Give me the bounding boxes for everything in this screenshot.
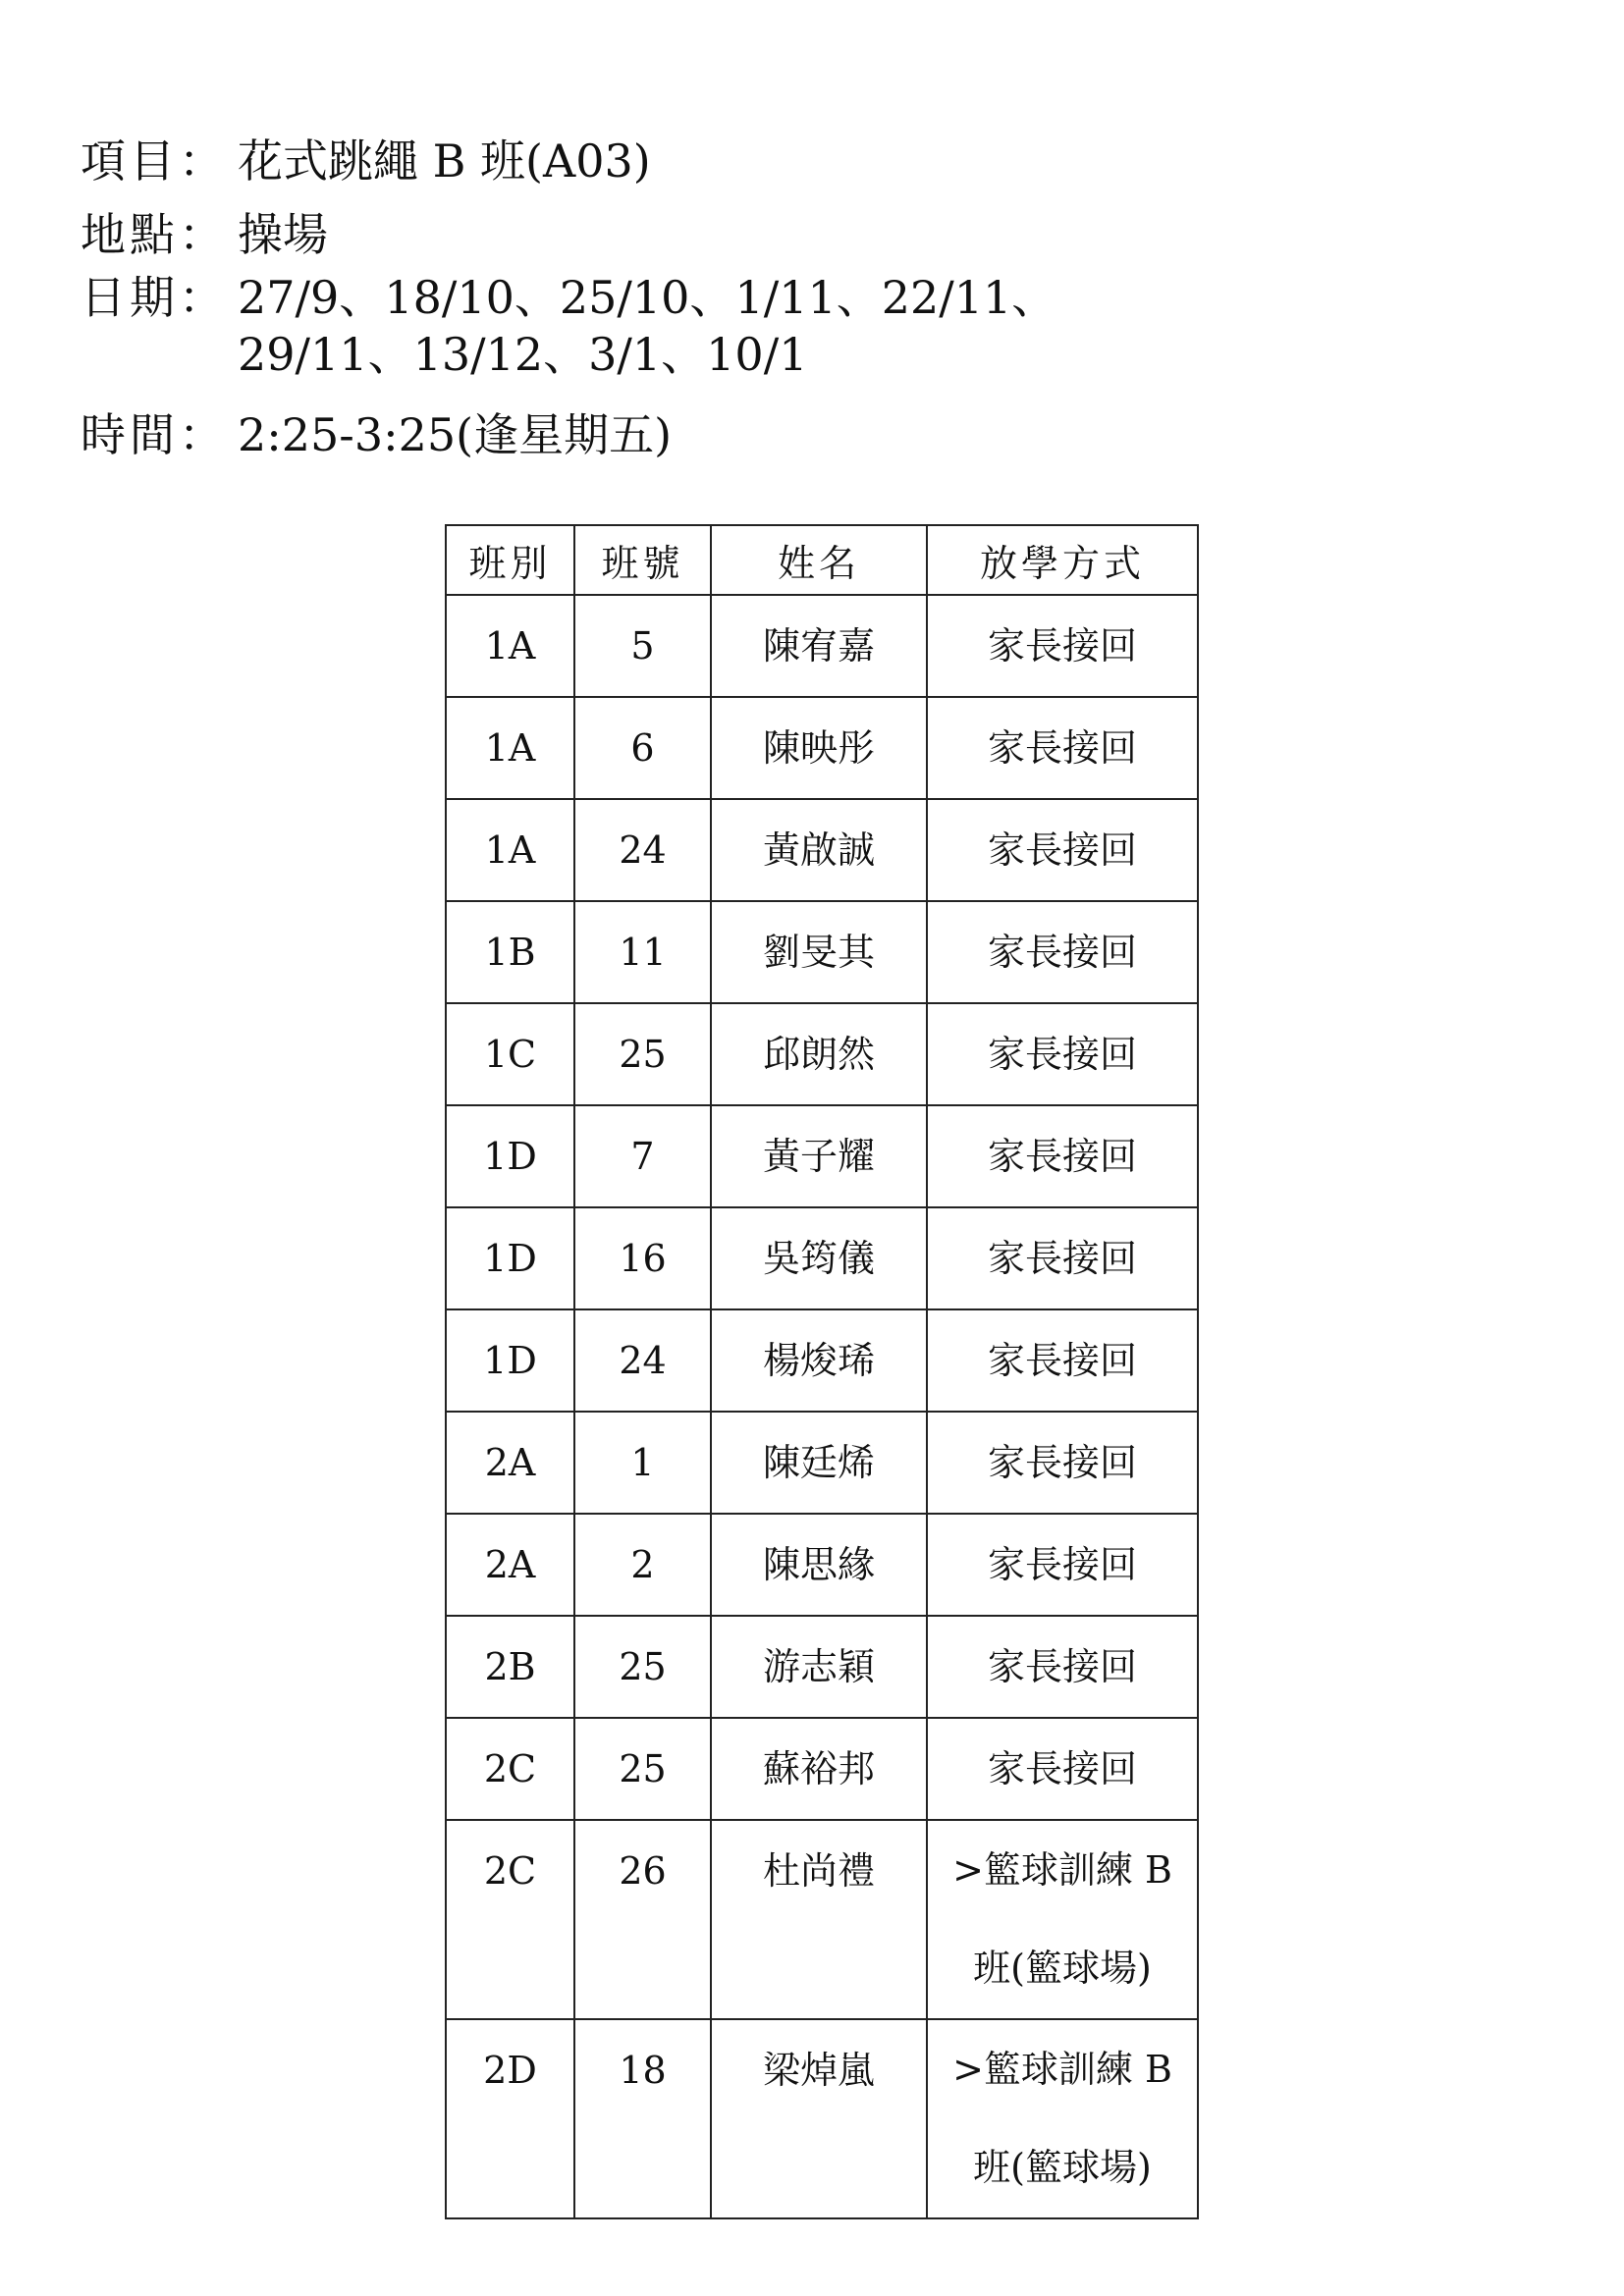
cell-dismissal-method: 家長接回 [927, 1207, 1198, 1309]
table-row [446, 1718, 1198, 1820]
table-row [446, 595, 1198, 697]
header-name: 姓名 [711, 525, 927, 595]
cell-dismissal-method: 家長接回 [927, 697, 1198, 799]
cell-class-number: 24 [574, 1309, 711, 1412]
cell-class: 1B [446, 901, 574, 1003]
cell-class-number: 25 [574, 1718, 711, 1820]
date-label: 日期： [81, 271, 228, 324]
cell-dismissal-method: 家長接回 [927, 1514, 1198, 1616]
cell-class: 2A [446, 1514, 574, 1616]
cell-class: 1A [446, 799, 574, 901]
cell-class: 2B [446, 1616, 574, 1718]
item-label: 項目： [81, 134, 228, 187]
cell-class: 1A [446, 595, 574, 697]
header-class: 班別 [446, 525, 574, 595]
table-row [446, 1412, 1198, 1514]
table-row [446, 799, 1198, 901]
date-line [81, 269, 1056, 383]
table-row [446, 1514, 1198, 1616]
time-label: 時間： [81, 408, 228, 461]
cell-name: 杜尚禮 [711, 1820, 927, 2019]
dismissal-method-text [928, 2020, 1197, 2216]
venue-value: 操場 [238, 208, 328, 261]
cell-dismissal-method: 家長接回 [927, 595, 1198, 697]
venue-line [81, 206, 1056, 263]
cell-name: 邱朗然 [711, 1003, 927, 1105]
cell-class: 2C [446, 1820, 574, 2019]
cell-class-number: 11 [574, 901, 711, 1003]
cell-class-number: 26 [574, 1820, 711, 2019]
cell-class: 1D [446, 1309, 574, 1412]
cell-dismissal-method: 家長接回 [927, 1105, 1198, 1207]
cell-class-number: 16 [574, 1207, 711, 1309]
cell-dismissal-method: 家長接回 [927, 1309, 1198, 1412]
cell-name: 陳思緣 [711, 1514, 927, 1616]
cell-class-number: 6 [574, 697, 711, 799]
cell-class: 2A [446, 1412, 574, 1514]
table-row [446, 1820, 1198, 2019]
cell-dismissal-method: 家長接回 [927, 1003, 1198, 1105]
cell-name: 游志穎 [711, 1616, 927, 1718]
table-row [446, 1105, 1198, 1207]
date-value-line-1: 27/9、18/10、25/10、1/11、22/11、 [238, 271, 1057, 324]
cell-name: 陳宥嘉 [711, 595, 927, 697]
cell-class: 2D [446, 2019, 574, 2218]
cell-class-number: 24 [574, 799, 711, 901]
cell-name: 楊焌琋 [711, 1309, 927, 1412]
cell-class: 1A [446, 697, 574, 799]
dismissal-method-line-1: >籃球訓練 B [952, 1848, 1172, 1892]
cell-class-number: 1 [574, 1412, 711, 1514]
dismissal-method-line-2: 班(籃球場) [973, 1947, 1152, 1990]
cell-dismissal-method: 家長接回 [927, 1616, 1198, 1718]
cell-class-number: 25 [574, 1616, 711, 1718]
header-class-number: 班號 [574, 525, 711, 595]
cell-dismissal-method [927, 2019, 1198, 2218]
date-value [238, 269, 1056, 383]
cell-class: 1C [446, 1003, 574, 1105]
cell-class-number: 25 [574, 1003, 711, 1105]
cell-name: 黃啟誠 [711, 799, 927, 901]
dismissal-method-line-2: 班(籃球場) [973, 2146, 1152, 2189]
venue-label: 地點： [81, 208, 228, 261]
time-line [81, 406, 1056, 463]
table-row [446, 1616, 1198, 1718]
cell-class-number: 2 [574, 1514, 711, 1616]
cell-name: 黃子耀 [711, 1105, 927, 1207]
item-line [81, 133, 1056, 189]
student-roster-table [445, 524, 1199, 2219]
table-row [446, 901, 1198, 1003]
cell-dismissal-method: 家長接回 [927, 1718, 1198, 1820]
cell-dismissal-method: 家長接回 [927, 1412, 1198, 1514]
table-row [446, 2019, 1198, 2218]
cell-class-number: 18 [574, 2019, 711, 2218]
cell-class: 1D [446, 1105, 574, 1207]
cell-class-number: 7 [574, 1105, 711, 1207]
dismissal-method-line-1: >籃球訓練 B [952, 2048, 1172, 2091]
cell-name: 蘇裕邦 [711, 1718, 927, 1820]
cell-dismissal-method: 家長接回 [927, 799, 1198, 901]
time-value: 2:25-3:25(逢星期五) [238, 408, 673, 461]
table-row [446, 1309, 1198, 1412]
cell-dismissal-method: 家長接回 [927, 901, 1198, 1003]
table-row [446, 1003, 1198, 1105]
table-header-row [446, 525, 1198, 595]
cell-name: 陳廷烯 [711, 1412, 927, 1514]
document-header [81, 133, 1056, 463]
table-row [446, 697, 1198, 799]
dismissal-method-text [928, 1821, 1197, 2017]
cell-dismissal-method [927, 1820, 1198, 2019]
cell-name: 陳映彤 [711, 697, 927, 799]
cell-class-number: 5 [574, 595, 711, 697]
header-dismissal-method: 放學方式 [927, 525, 1198, 595]
cell-name: 梁焯嵐 [711, 2019, 927, 2218]
cell-class: 2C [446, 1718, 574, 1820]
date-value-line-2: 29/11、13/12、3/1、10/1 [238, 328, 808, 381]
cell-class: 1D [446, 1207, 574, 1309]
item-value: 花式跳繩 B 班(A03) [238, 134, 651, 187]
cell-name: 吳筠儀 [711, 1207, 927, 1309]
cell-name: 劉旻其 [711, 901, 927, 1003]
table-row [446, 1207, 1198, 1309]
